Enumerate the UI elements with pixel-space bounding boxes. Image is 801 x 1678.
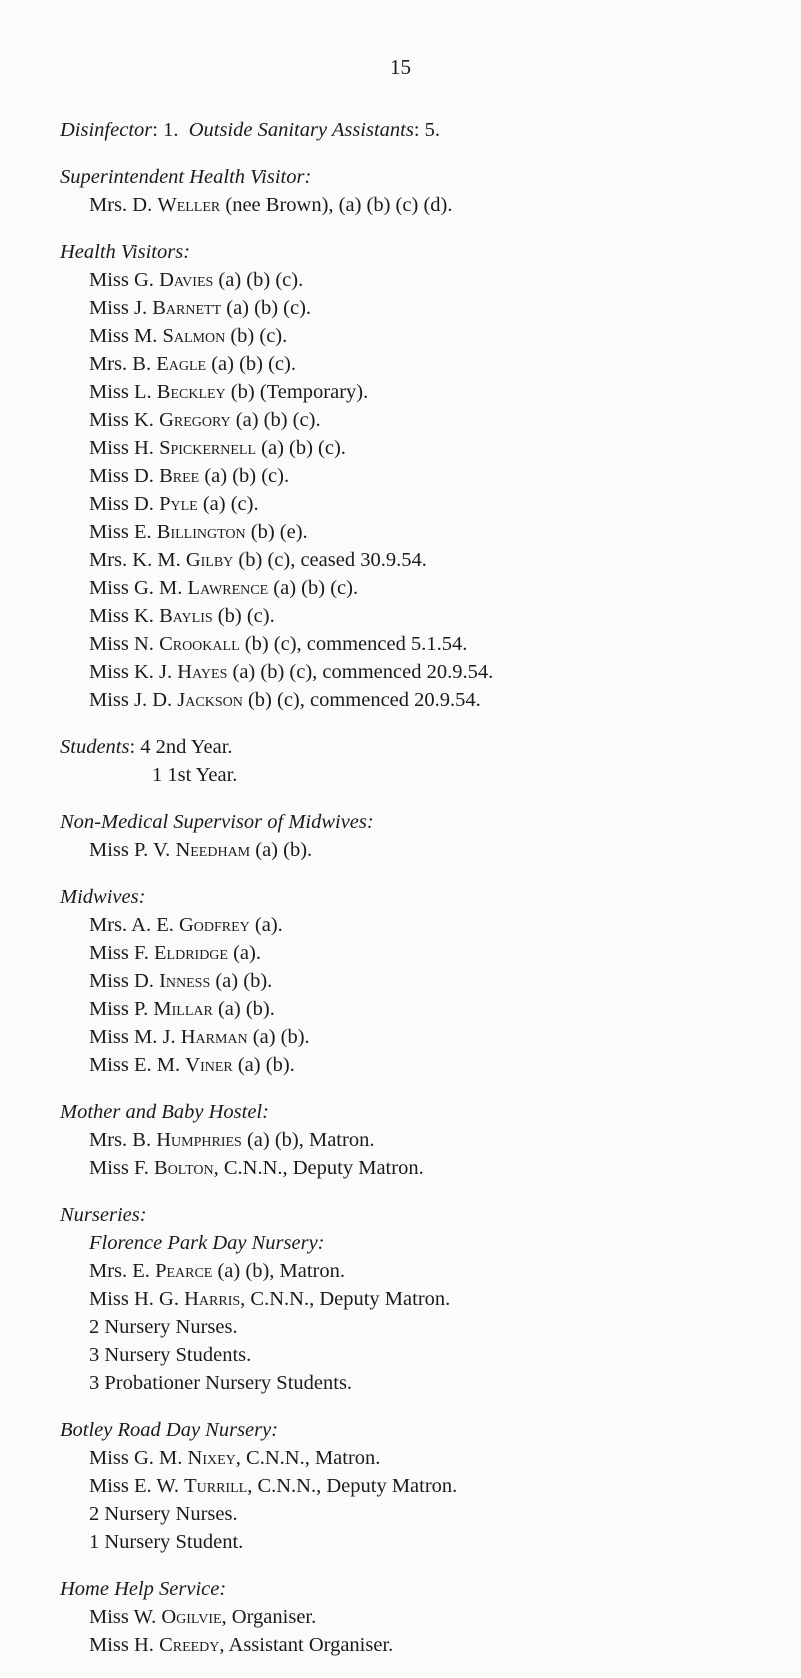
staff-entry: Miss F. Bolton, C.N.N., Deputy Matron. — [89, 1157, 424, 1179]
staff-entry: Miss G. M. Lawrence (a) (b) (c). — [89, 577, 359, 599]
staff-count-line: 2 Nursery Nurses. — [89, 1316, 238, 1338]
midwives-heading: Midwives: — [60, 886, 146, 908]
disinfector-line — [60, 116, 780, 144]
botley-section — [60, 1416, 780, 1556]
staff-entry: Miss P. V. Needham (a) (b). — [89, 839, 313, 861]
superintendent-section — [60, 163, 780, 219]
supervisor-section — [60, 808, 780, 864]
staff-entry: Miss D. Inness (a) (b). — [89, 970, 273, 992]
staff-entry: Miss H. Spickernell (a) (b) (c). — [89, 437, 346, 459]
staff-entry: Mrs. E. Pearce (a) (b), Matron. — [89, 1260, 345, 1282]
staff-entry: Miss D. Pyle (a) (c). — [89, 493, 259, 515]
staff-count-line: 3 Probationer Nursery Students. — [89, 1372, 353, 1394]
staff-entry: Miss L. Beckley (b) (Temporary). — [89, 381, 369, 403]
staff-entry: Mrs. D. Weller (nee Brown), (a) (b) (c) (d). — [89, 194, 453, 216]
students-section — [60, 733, 780, 789]
staff-entry: Miss E. Billington (b) (e). — [89, 521, 308, 543]
staff-entry: Miss F. Eldridge (a). — [89, 942, 261, 964]
staff-entry: Miss N. Crookall (b) (c), commenced 5.1.54. — [89, 633, 468, 655]
staff-entry: Miss G. M. Nixey, C.N.N., Matron. — [89, 1447, 381, 1469]
hostel-section — [60, 1098, 780, 1182]
hostel-heading: Mother and Baby Hostel: — [60, 1101, 269, 1123]
staff-entry: Miss E. W. Turrill, C.N.N., Deputy Matron. — [89, 1475, 458, 1497]
disinfector-label: Disinfector — [60, 119, 153, 141]
nurseries-section — [60, 1201, 780, 1397]
staff-entry: Miss K. Baylis (b) (c). — [89, 605, 275, 627]
health-visitors-section — [60, 238, 780, 714]
students-line-2: 1 1st Year. — [152, 764, 238, 786]
staff-entry: Miss K. Gregory (a) (b) (c). — [89, 409, 321, 431]
staff-entry: Miss W. Ogilvie, Organiser. — [89, 1606, 317, 1628]
staff-entry: Miss D. Bree (a) (b) (c). — [89, 465, 290, 487]
outside-sanitary-label: Outside Sanitary Assistants — [188, 119, 414, 141]
disinfector-value: : 1. — [152, 119, 179, 141]
staff-entry: Mrs. K. M. Gilby (b) (c), ceased 30.9.54. — [89, 549, 427, 571]
staff-entry: Miss M. J. Harman (a) (b). — [89, 1026, 310, 1048]
supervisor-heading: Non-Medical Supervisor of Midwives: — [60, 811, 374, 833]
page-number: 15 — [390, 55, 411, 79]
staff-entry: Mrs. B. Eagle (a) (b) (c). — [89, 353, 296, 375]
staff-list — [60, 116, 780, 1678]
staff-entry: Miss J. Barnett (a) (b) (c). — [89, 297, 312, 319]
florence-park-heading: Florence Park Day Nursery: — [89, 1232, 325, 1254]
staff-entry: Miss H. Creedy, Assistant Organiser. — [89, 1634, 394, 1656]
health-visitors-heading: Health Visitors: — [60, 241, 191, 263]
midwives-section — [60, 883, 780, 1079]
staff-entry: Mrs. A. E. Godfrey (a). — [89, 914, 283, 936]
staff-entry: Mrs. B. Humphries (a) (b), Matron. — [89, 1129, 375, 1151]
staff-entry: Miss M. Salmon (b) (c). — [89, 325, 288, 347]
staff-entry: Miss H. G. Harris, C.N.N., Deputy Matron. — [89, 1288, 451, 1310]
nurseries-heading: Nurseries: — [60, 1204, 147, 1226]
staff-count-line: 2 Nursery Nurses. — [89, 1503, 238, 1525]
home-help-section — [60, 1575, 780, 1659]
staff-entry: Miss P. Millar (a) (b). — [89, 998, 275, 1020]
disinfector-section — [60, 116, 780, 144]
staff-count-line: 1 Nursery Student. — [89, 1531, 244, 1553]
students-line-1: Students: 4 2nd Year. — [60, 736, 233, 758]
outside-sanitary-value: : 5. — [413, 119, 441, 141]
home-help-heading: Home Help Service: — [60, 1578, 227, 1600]
staff-entry: Miss E. M. Viner (a) (b). — [89, 1054, 295, 1076]
botley-heading: Botley Road Day Nursery: — [60, 1419, 279, 1441]
staff-entry: Miss J. D. Jackson (b) (c), commenced 20.9.54. — [89, 689, 481, 711]
staff-count-line: 3 Nursery Students. — [89, 1344, 252, 1366]
staff-entry: Miss G. Davies (a) (b) (c). — [89, 269, 304, 291]
superintendent-heading: Superintendent Health Visitor: — [60, 166, 312, 188]
staff-entry: Miss K. J. Hayes (a) (b) (c), commenced 20.9.54. — [89, 661, 494, 683]
